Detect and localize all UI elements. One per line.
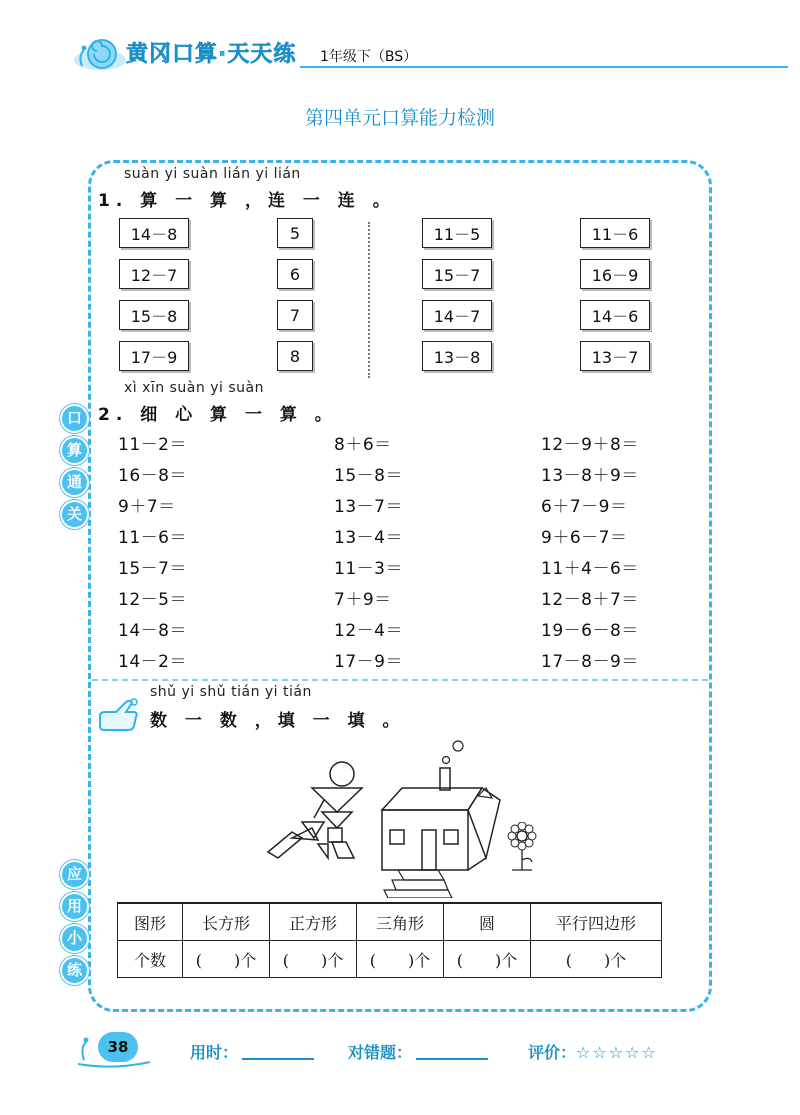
section3-pinyin: shǔ yi shǔ tián yi tián: [150, 684, 312, 700]
right-expr-box[interactable]: 11－5: [422, 218, 492, 248]
section1-pinyin: suàn yi suàn lián yi lián: [124, 166, 301, 182]
table-header-cell: 圆: [444, 903, 531, 941]
section-divider: [92, 679, 708, 681]
equation: 19－6－8＝: [541, 621, 639, 641]
tangram-figure-illustration: [262, 760, 372, 865]
grade-label: 1年级下（BS）: [320, 49, 418, 65]
errors-blank[interactable]: [416, 1058, 488, 1060]
side-char: 应: [60, 860, 89, 889]
count-answer-cell[interactable]: ( )个: [270, 941, 357, 978]
equation: 16－8＝: [118, 466, 187, 486]
right-expr-box[interactable]: 16－9: [580, 259, 650, 289]
equation: 9＋6－7＝: [541, 528, 628, 548]
time-blank[interactable]: [242, 1058, 314, 1060]
right-expr-box[interactable]: 13－7: [580, 341, 650, 371]
table-header-cell: 正方形: [270, 903, 357, 941]
count-answer-cell[interactable]: ( )个: [444, 941, 531, 978]
header-rule: [300, 66, 788, 68]
equation: 9＋7＝: [118, 497, 176, 517]
page-number-badge: 38: [98, 1032, 138, 1062]
equation: 14－8＝: [118, 621, 187, 641]
side-label-kousuan: [60, 404, 90, 532]
equation: 11－6＝: [118, 528, 187, 548]
side-char: 算: [60, 436, 89, 465]
answer-box[interactable]: 8: [277, 341, 313, 371]
time-field: [190, 1040, 314, 1063]
side-char: 用: [60, 892, 89, 921]
shape-count-table: [117, 902, 662, 978]
errors-field: [348, 1040, 488, 1063]
rating-stars[interactable]: ☆☆☆☆☆: [576, 1043, 658, 1062]
table-row-label: 个数: [118, 941, 183, 978]
page-title: 第四单元口算能力检测: [304, 107, 495, 129]
section2-title: 2. 细 心 算 一 算 。: [98, 405, 338, 425]
flower-illustration: [504, 822, 540, 872]
table-header-cell: 图形: [118, 903, 183, 941]
section2-pinyin: xì xīn suàn yi suàn: [124, 380, 264, 396]
table-header-cell: 三角形: [357, 903, 444, 941]
section1-title: 1. 算 一 算 ，连 一 连 。: [98, 191, 396, 211]
equation: 11－3＝: [334, 559, 403, 579]
count-answer-cell[interactable]: ( )个: [357, 941, 444, 978]
left-expr-box[interactable]: 17－9: [119, 341, 189, 371]
errors-label: 对错题：: [348, 1043, 413, 1062]
side-char: 小: [60, 924, 89, 953]
equation: 15－8＝: [334, 466, 403, 486]
table-header-cell: 长方形: [183, 903, 270, 941]
equation: 13－4＝: [334, 528, 403, 548]
equation: 11－2＝: [118, 435, 187, 455]
equation: 13－7＝: [334, 497, 403, 517]
answer-box[interactable]: 5: [277, 218, 313, 248]
answer-box[interactable]: 7: [277, 300, 313, 330]
right-expr-box[interactable]: 13－8: [422, 341, 492, 371]
brand-title: 黄冈口算·天天练: [126, 42, 297, 67]
table-header-row: [118, 903, 662, 941]
side-char: 练: [60, 956, 89, 985]
equation: 14－2＝: [118, 652, 187, 672]
table-header-cell: 平行四边形: [531, 903, 662, 941]
equation: 6＋7－9＝: [541, 497, 628, 517]
pointing-hand-icon: [96, 696, 142, 734]
section3-title: 数 一 数 ，填 一 填 。: [150, 711, 406, 731]
equation: 15－7＝: [118, 559, 187, 579]
count-answer-cell[interactable]: ( )个: [531, 941, 662, 978]
side-char: 通: [60, 468, 89, 497]
answer-box[interactable]: 6: [277, 259, 313, 289]
rating-field: [528, 1040, 658, 1063]
house-illustration: [378, 738, 506, 898]
equation: 7＋9＝: [334, 590, 392, 610]
table-row: [118, 941, 662, 978]
equation: 12－4＝: [334, 621, 403, 641]
right-expr-box[interactable]: 14－7: [422, 300, 492, 330]
right-expr-box[interactable]: 15－7: [422, 259, 492, 289]
equation: 13－8＋9＝: [541, 466, 639, 486]
center-dotted-divider: [368, 222, 370, 378]
equation: 17－9＝: [334, 652, 403, 672]
count-answer-cell[interactable]: ( )个: [183, 941, 270, 978]
time-label: 用时：: [190, 1043, 239, 1062]
equation: 11＋4－6＝: [541, 559, 639, 579]
equation: 17－8－9＝: [541, 652, 639, 672]
equation: 12－5＝: [118, 590, 187, 610]
left-expr-box[interactable]: 12－7: [119, 259, 189, 289]
right-expr-box[interactable]: 11－6: [580, 218, 650, 248]
snail-logo-icon: [70, 30, 130, 75]
side-char: 口: [60, 404, 89, 433]
left-expr-box[interactable]: 15－8: [119, 300, 189, 330]
left-expr-box[interactable]: 14－8: [119, 218, 189, 248]
rating-label: 评价：: [528, 1043, 577, 1062]
equation: 12－8＋7＝: [541, 590, 639, 610]
equation: 8＋6＝: [334, 435, 392, 455]
side-label-yingyong: [60, 860, 90, 988]
side-char: 关: [60, 500, 89, 529]
equation: 12－9＋8＝: [541, 435, 639, 455]
right-expr-box[interactable]: 14－6: [580, 300, 650, 330]
